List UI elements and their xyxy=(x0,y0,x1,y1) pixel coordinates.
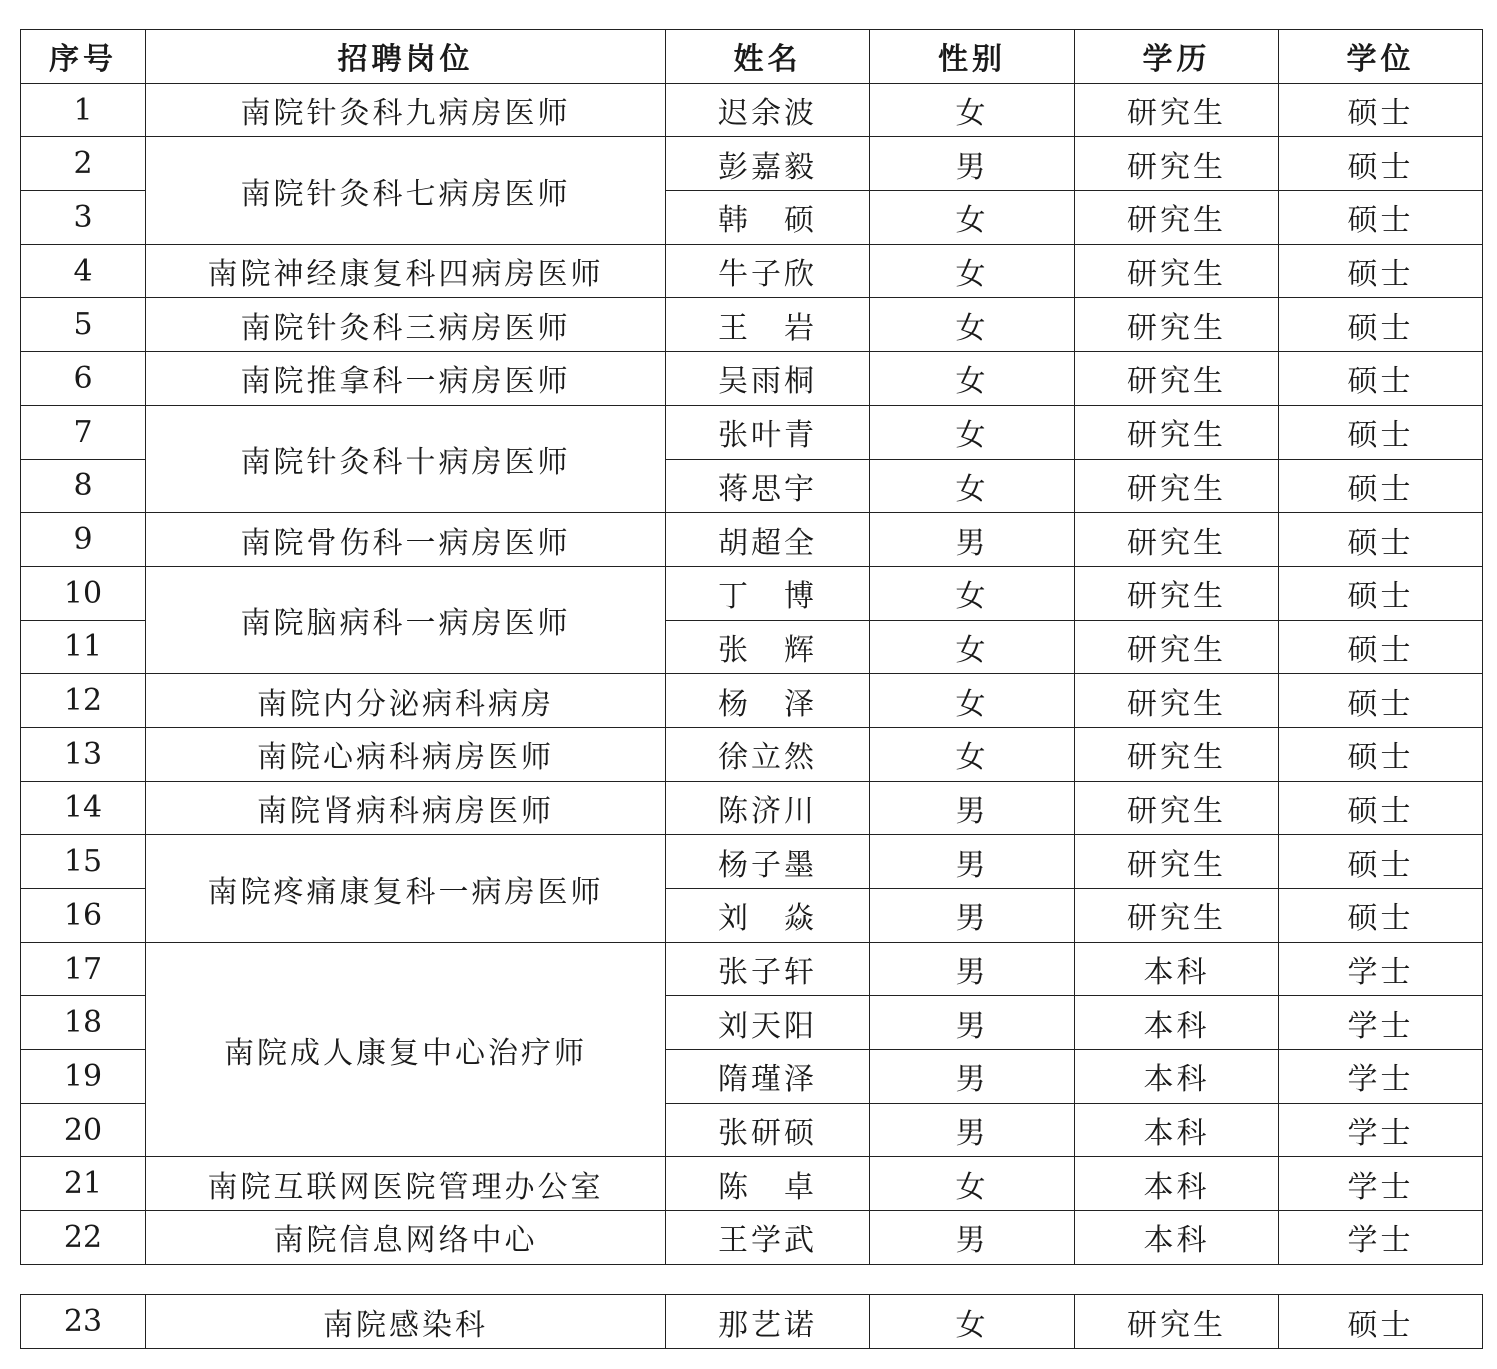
cell-no: 14 xyxy=(21,781,146,835)
extra-row-table xyxy=(20,1294,1483,1349)
table-row xyxy=(21,1157,1483,1211)
table-row xyxy=(21,1211,1483,1265)
cell-education: 研究生 xyxy=(1075,889,1279,943)
cell-name: 张叶青 xyxy=(666,405,870,459)
cell-education: 研究生 xyxy=(1075,405,1279,459)
table-row xyxy=(21,298,1483,352)
cell-no: 15 xyxy=(21,835,146,889)
cell-no: 2 xyxy=(21,137,146,191)
table-row xyxy=(21,513,1483,567)
cell-name: 陈济川 xyxy=(666,781,870,835)
table-row xyxy=(21,942,1483,996)
header-degree: 学位 xyxy=(1279,30,1483,84)
cell-degree: 硕士 xyxy=(1279,352,1483,406)
cell-gender: 女 xyxy=(870,1157,1075,1211)
cell-degree: 硕士 xyxy=(1279,137,1483,191)
table-row xyxy=(21,566,1483,620)
header-post: 招聘岗位 xyxy=(146,30,666,84)
table-row xyxy=(21,244,1483,298)
cell-gender: 男 xyxy=(870,942,1075,996)
cell-post: 南院成人康复中心治疗师 xyxy=(146,942,666,1157)
cell-education: 研究生 xyxy=(1075,513,1279,567)
cell-gender: 女 xyxy=(870,191,1075,245)
cell-no: 16 xyxy=(21,889,146,943)
cell-education: 研究生 xyxy=(1075,191,1279,245)
cell-gender: 男 xyxy=(870,137,1075,191)
cell-name: 牛子欣 xyxy=(666,244,870,298)
cell-education: 研究生 xyxy=(1075,83,1279,137)
cell-degree: 硕士 xyxy=(1279,1295,1483,1349)
cell-gender: 女 xyxy=(870,674,1075,728)
cell-gender: 男 xyxy=(870,889,1075,943)
cell-education: 本科 xyxy=(1075,1050,1279,1104)
cell-name: 刘天阳 xyxy=(666,996,870,1050)
cell-degree: 硕士 xyxy=(1279,674,1483,728)
table-row xyxy=(21,352,1483,406)
cell-post: 南院感染科 xyxy=(146,1295,666,1349)
cell-gender: 男 xyxy=(870,835,1075,889)
cell-gender: 女 xyxy=(870,1295,1075,1349)
cell-post: 南院疼痛康复科一病房医师 xyxy=(146,835,666,942)
cell-education: 研究生 xyxy=(1075,835,1279,889)
cell-degree: 硕士 xyxy=(1279,566,1483,620)
cell-degree: 硕士 xyxy=(1279,459,1483,513)
cell-post: 南院互联网医院管理办公室 xyxy=(146,1157,666,1211)
cell-degree: 硕士 xyxy=(1279,191,1483,245)
cell-no: 3 xyxy=(21,191,146,245)
recruitment-table xyxy=(20,29,1483,1265)
cell-education: 研究生 xyxy=(1075,674,1279,728)
cell-degree: 硕士 xyxy=(1279,405,1483,459)
cell-post: 南院信息网络中心 xyxy=(146,1211,666,1265)
cell-no: 23 xyxy=(21,1295,146,1349)
cell-name: 陈 卓 xyxy=(666,1157,870,1211)
cell-name: 杨 泽 xyxy=(666,674,870,728)
cell-name: 吴雨桐 xyxy=(666,352,870,406)
cell-no: 21 xyxy=(21,1157,146,1211)
cell-degree: 学士 xyxy=(1279,1050,1483,1104)
cell-education: 研究生 xyxy=(1075,137,1279,191)
cell-post: 南院针灸科七病房医师 xyxy=(146,137,666,244)
cell-name: 杨子墨 xyxy=(666,835,870,889)
cell-name: 韩 硕 xyxy=(666,191,870,245)
cell-education: 研究生 xyxy=(1075,781,1279,835)
cell-gender: 女 xyxy=(870,566,1075,620)
cell-name: 王 岩 xyxy=(666,298,870,352)
cell-education: 本科 xyxy=(1075,1157,1279,1211)
cell-no: 12 xyxy=(21,674,146,728)
cell-no: 18 xyxy=(21,996,146,1050)
cell-degree: 学士 xyxy=(1279,996,1483,1050)
cell-degree: 学士 xyxy=(1279,1157,1483,1211)
cell-degree: 硕士 xyxy=(1279,244,1483,298)
table-row xyxy=(21,405,1483,459)
cell-name: 张子轩 xyxy=(666,942,870,996)
cell-gender: 男 xyxy=(870,781,1075,835)
cell-name: 丁 博 xyxy=(666,566,870,620)
cell-education: 本科 xyxy=(1075,1103,1279,1157)
cell-degree: 硕士 xyxy=(1279,298,1483,352)
cell-name: 蒋思宇 xyxy=(666,459,870,513)
cell-education: 本科 xyxy=(1075,942,1279,996)
cell-no: 5 xyxy=(21,298,146,352)
cell-education: 研究生 xyxy=(1075,1295,1279,1349)
cell-degree: 硕士 xyxy=(1279,835,1483,889)
cell-gender: 女 xyxy=(870,83,1075,137)
cell-name: 王学武 xyxy=(666,1211,870,1265)
cell-no: 8 xyxy=(21,459,146,513)
cell-name: 刘 焱 xyxy=(666,889,870,943)
cell-post: 南院推拿科一病房医师 xyxy=(146,352,666,406)
cell-no: 17 xyxy=(21,942,146,996)
cell-no: 1 xyxy=(21,83,146,137)
cell-degree: 硕士 xyxy=(1279,889,1483,943)
cell-no: 10 xyxy=(21,566,146,620)
cell-degree: 学士 xyxy=(1279,1103,1483,1157)
cell-gender: 女 xyxy=(870,459,1075,513)
cell-post: 南院骨伤科一病房医师 xyxy=(146,513,666,567)
cell-post: 南院神经康复科四病房医师 xyxy=(146,244,666,298)
cell-name: 那艺诺 xyxy=(666,1295,870,1349)
header-name: 姓名 xyxy=(666,30,870,84)
cell-degree: 硕士 xyxy=(1279,83,1483,137)
table-row xyxy=(21,83,1483,137)
cell-gender: 男 xyxy=(870,513,1075,567)
cell-education: 研究生 xyxy=(1075,298,1279,352)
cell-gender: 男 xyxy=(870,1211,1075,1265)
table-row xyxy=(21,137,1483,191)
cell-degree: 学士 xyxy=(1279,942,1483,996)
cell-name: 张 辉 xyxy=(666,620,870,674)
cell-name: 徐立然 xyxy=(666,727,870,781)
cell-gender: 女 xyxy=(870,405,1075,459)
cell-gender: 女 xyxy=(870,352,1075,406)
cell-post: 南院肾病科病房医师 xyxy=(146,781,666,835)
cell-gender: 女 xyxy=(870,620,1075,674)
cell-education: 本科 xyxy=(1075,1211,1279,1265)
cell-no: 11 xyxy=(21,620,146,674)
cell-no: 13 xyxy=(21,727,146,781)
cell-gender: 女 xyxy=(870,244,1075,298)
cell-no: 20 xyxy=(21,1103,146,1157)
cell-no: 7 xyxy=(21,405,146,459)
cell-name: 迟余波 xyxy=(666,83,870,137)
cell-post: 南院针灸科九病房医师 xyxy=(146,83,666,137)
cell-no: 4 xyxy=(21,244,146,298)
table-row xyxy=(21,674,1483,728)
cell-education: 研究生 xyxy=(1075,727,1279,781)
table-row xyxy=(21,781,1483,835)
cell-degree: 硕士 xyxy=(1279,781,1483,835)
cell-education: 本科 xyxy=(1075,996,1279,1050)
cell-education: 研究生 xyxy=(1075,566,1279,620)
cell-degree: 硕士 xyxy=(1279,620,1483,674)
cell-no: 9 xyxy=(21,513,146,567)
table-row xyxy=(21,835,1483,889)
cell-degree: 硕士 xyxy=(1279,513,1483,567)
cell-gender: 女 xyxy=(870,298,1075,352)
cell-gender: 男 xyxy=(870,1103,1075,1157)
cell-degree: 硕士 xyxy=(1279,727,1483,781)
cell-degree: 学士 xyxy=(1279,1211,1483,1265)
cell-no: 19 xyxy=(21,1050,146,1104)
cell-post: 南院内分泌病科病房 xyxy=(146,674,666,728)
cell-name: 彭嘉毅 xyxy=(666,137,870,191)
header-row xyxy=(21,30,1483,84)
cell-post: 南院针灸科三病房医师 xyxy=(146,298,666,352)
table-row xyxy=(21,1295,1483,1349)
cell-no: 22 xyxy=(21,1211,146,1265)
cell-education: 研究生 xyxy=(1075,244,1279,298)
table-row xyxy=(21,727,1483,781)
cell-post: 南院针灸科十病房医师 xyxy=(146,405,666,512)
cell-education: 研究生 xyxy=(1075,352,1279,406)
header-education: 学历 xyxy=(1075,30,1279,84)
cell-post: 南院脑病科一病房医师 xyxy=(146,566,666,673)
cell-gender: 男 xyxy=(870,996,1075,1050)
cell-gender: 女 xyxy=(870,727,1075,781)
header-gender: 性别 xyxy=(870,30,1075,84)
cell-name: 胡超全 xyxy=(666,513,870,567)
cell-name: 张研硕 xyxy=(666,1103,870,1157)
cell-post: 南院心病科病房医师 xyxy=(146,727,666,781)
cell-name: 隋瑾泽 xyxy=(666,1050,870,1104)
cell-no: 6 xyxy=(21,352,146,406)
cell-gender: 男 xyxy=(870,1050,1075,1104)
header-no: 序号 xyxy=(21,30,146,84)
cell-education: 研究生 xyxy=(1075,620,1279,674)
cell-education: 研究生 xyxy=(1075,459,1279,513)
